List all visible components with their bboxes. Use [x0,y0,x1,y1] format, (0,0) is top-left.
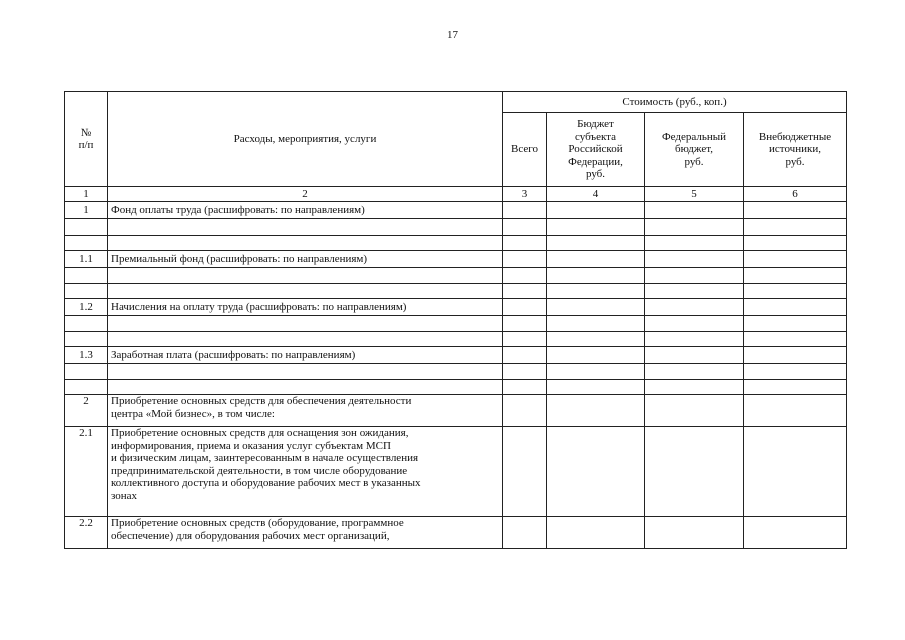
row-text [108,364,503,380]
row-num: 2 [65,395,108,427]
column-number: 2 [108,187,503,202]
header-cost-label: Стоимость (руб., коп.) [622,95,727,108]
cell-extra [744,251,847,268]
cell-regional [547,202,645,219]
row-text [108,268,503,284]
header-extra-label: Внебюджетные источники, руб. [758,130,832,168]
header-extra [744,113,847,187]
table-row [65,347,847,364]
cell-total [503,427,547,517]
cell-total [503,517,547,549]
header-cost [503,92,847,113]
column-number-row [65,187,847,202]
cell-total [503,299,547,316]
cell-federal [645,347,744,364]
cell-regional [547,299,645,316]
column-number: 3 [503,187,547,202]
cell-total [503,380,547,395]
cell-extra [744,427,847,517]
table-row [65,299,847,316]
cell-extra [744,395,847,427]
cell-federal [645,251,744,268]
row-num [65,236,108,251]
column-number: 5 [645,187,744,202]
row-text: Заработная плата (расшифровать: по направлениям) [108,347,503,364]
cell-federal [645,364,744,380]
header-federal [645,113,744,187]
cell-regional [547,517,645,549]
cell-regional [547,332,645,347]
cell-total [503,364,547,380]
cell-extra [744,347,847,364]
cell-total [503,202,547,219]
cell-extra [744,268,847,284]
cell-regional [547,251,645,268]
row-text: Премиальный фонд (расшифровать: по направлениям) [108,251,503,268]
cell-extra [744,236,847,251]
cell-total [503,284,547,299]
cell-total [503,316,547,332]
cost-table [64,91,847,549]
column-number: 1 [65,187,108,202]
cell-federal [645,332,744,347]
column-number: 6 [744,187,847,202]
cell-federal [645,219,744,236]
header-num-label: № п/п [78,126,94,151]
cell-regional [547,395,645,427]
header-regional [547,113,645,187]
cell-federal [645,284,744,299]
row-text: Приобретение основных средств для оснащения зон ожидания, информирования, приема и оказания услуг субъектам МСП и физическим лицам, заинтересованным в начале осуществления предпринимательской деятельности, в том числе оборудование коллективного доступа и оборудование рабочих мест в указанных зонах [108,427,503,517]
row-num [65,316,108,332]
cell-extra [744,364,847,380]
row-num: 1.1 [65,251,108,268]
cell-federal [645,395,744,427]
table-row [65,251,847,268]
cell-total [503,395,547,427]
cell-regional [547,427,645,517]
table-row [65,364,847,380]
cell-regional [547,219,645,236]
table-row [65,236,847,251]
row-num [65,332,108,347]
table-row [65,380,847,395]
cell-federal [645,380,744,395]
cell-extra [744,219,847,236]
cell-regional [547,268,645,284]
cell-extra [744,517,847,549]
header-federal-label: Федеральный бюджет, руб. [661,130,727,168]
table-row [65,316,847,332]
cell-extra [744,202,847,219]
cell-extra [744,316,847,332]
row-text [108,380,503,395]
cell-regional [547,347,645,364]
row-text: Приобретение основных средств (оборудование, программное обеспечение) для оборудования рабочих мест организаций, [108,517,503,549]
table-row [65,395,847,427]
row-text [108,316,503,332]
cell-total [503,251,547,268]
cell-extra [744,380,847,395]
cell-total [503,219,547,236]
cell-federal [645,268,744,284]
row-num: 2.1 [65,427,108,517]
page-number: 17 [447,29,458,41]
row-num: 1 [65,202,108,219]
cell-federal [645,427,744,517]
cell-federal [645,202,744,219]
cell-federal [645,316,744,332]
table-row [65,219,847,236]
row-num: 1.3 [65,347,108,364]
table-row [65,517,847,549]
table-row [65,427,847,517]
cell-total [503,332,547,347]
cell-total [503,347,547,364]
row-num [65,268,108,284]
row-num [65,364,108,380]
header-total-label: Всего [511,143,538,156]
row-text: Начисления на оплату труда (расшифровать: по направлениям) [108,299,503,316]
header-total [503,113,547,187]
row-num [65,284,108,299]
cell-extra [744,332,847,347]
row-num: 2.2 [65,517,108,549]
row-num: 1.2 [65,299,108,316]
cell-total [503,236,547,251]
header-expenses [108,92,503,187]
table-row [65,268,847,284]
row-text: Фонд оплаты труда (расшифровать: по направлениям) [108,202,503,219]
row-num [65,380,108,395]
cell-total [503,268,547,284]
row-text [108,332,503,347]
header-regional-label: Бюджет субъекта Российской Федерации, руб. [568,118,623,181]
table-row [65,332,847,347]
row-num [65,219,108,236]
cell-extra [744,299,847,316]
cell-federal [645,236,744,251]
cell-federal [645,517,744,549]
table-row [65,202,847,219]
column-number: 4 [547,187,645,202]
table-row [65,284,847,299]
cell-federal [645,299,744,316]
row-text [108,284,503,299]
cell-regional [547,284,645,299]
cell-regional [547,380,645,395]
cell-extra [744,284,847,299]
cell-regional [547,316,645,332]
header-expenses-label: Расходы, мероприятия, услуги [233,132,377,145]
row-text [108,219,503,236]
cell-regional [547,236,645,251]
header-num [65,92,108,187]
cell-regional [547,364,645,380]
row-text: Приобретение основных средств для обеспечения деятельности центра «Мой бизнес», в том числе: [108,395,503,427]
row-text [108,236,503,251]
